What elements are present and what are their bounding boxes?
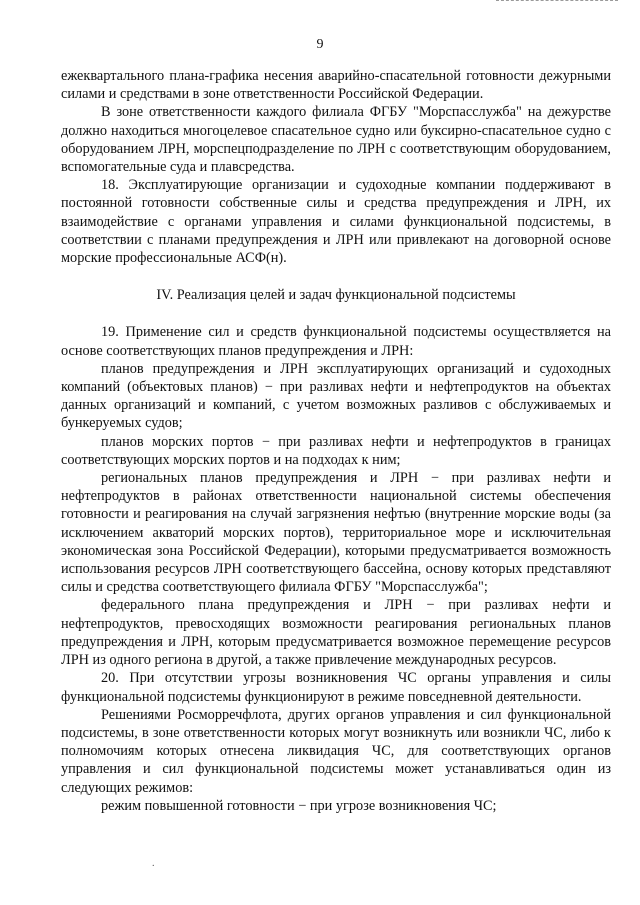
scan-edge-mark [496, 0, 618, 3]
paragraph-continuation: ежеквартального плана-графика несения аварийно-спасательной готовности дежурными силами и средствами в зоне ответственности Российской Федерации. [61, 68, 611, 103]
list-item-port-plans: планов морских портов − при разливах нефти и нефтепродуктов в границах соответствующих морских портов и на подходах к ним; [61, 433, 611, 468]
list-item-federal-plan: федерального плана предупреждения и ЛРН − при разливах нефти и нефтепродуктов, превосходящих возможности реагирования региональных планов предупреждения и ЛРН, которым предусматривается возможное перемещение ресурсов ЛРН из одного региона в другой, а также привлечение международных ресурсов. [61, 597, 611, 669]
paragraph-19: 19. Применение сил и средств функциональной подсистемы осуществляется на основе соответствующих планов предупреждения и ЛРН: [61, 324, 611, 359]
document-body [61, 67, 611, 815]
footer-mark: . [152, 858, 155, 869]
paragraph-morspas-duty: В зоне ответственности каждого филиала ФГБУ "Морспасслужба" на дежурстве должно находиться многоцелевое спасательное судно или буксирно-спасательное судно с оборудованием ЛРН, морспецподразделение по ЛРН с соответствующим оборудованием, вспомогательные суда и плавсредства. [61, 104, 611, 176]
section-heading: IV. Реализация целей и задач функциональной подсистемы [156, 287, 516, 304]
paragraph-decisions: Решениями Росморречфлота, других органов управления и сил функциональной подсистемы, в зоне ответственности которых могут возникнуть или возникли ЧС, либо к полномочиям которых отнесена ликвидация ЧС, для соответствующих органов управления и сил функциональной подсистемы может устанавливаться один из следующих режимов: [61, 706, 611, 796]
list-item-high-readiness: режим повышенной готовности − при угрозе возникновения ЧС; [101, 797, 497, 814]
list-item-object-plans: планов предупреждения и ЛРН эксплуатирующих организаций и судоходных компаний (объектовых планов) − при разливах нефти и нефтепродуктов на объектах данных организаций и компаний, с учетом возможных разливов с обслуживаемых и бункеруемых судов; [61, 360, 611, 432]
list-item-regional-plans: региональных планов предупреждения и ЛРН − при разливах нефти и нефтепродуктов в районах ответственности национальной системы обеспечения готовности и реагирования на случай загрязнения нефтью (внутренние морские воды (за исключением акваторий морских портов), территориальное море и исключительная экономическая зона Российской Федерации), которыми предусматривается возможность использования ресурсов ЛРН соответствующего бассейна, основу которых представляют силы и средства соответствующего филиала ФГБУ "Морспасслужба"; [61, 470, 611, 596]
paragraph-18: 18. Эксплуатирующие организации и судоходные компании поддерживают в постоянной готовности собственные силы и средства предупреждения и ЛРН, их взаимодействие с органами управления и силами функциональной подсистемы, в соответствии с планами предупреждения и ЛРН или привлекают на договорной основе морские профессиональные АСФ(н). [61, 177, 611, 267]
page-number: 9 [316, 37, 324, 52]
paragraph-20: 20. При отсутствии угрозы возникновения ЧС органы управления и силы функциональной подсистемы функционируют в режиме повседневной деятельности. [61, 670, 611, 705]
